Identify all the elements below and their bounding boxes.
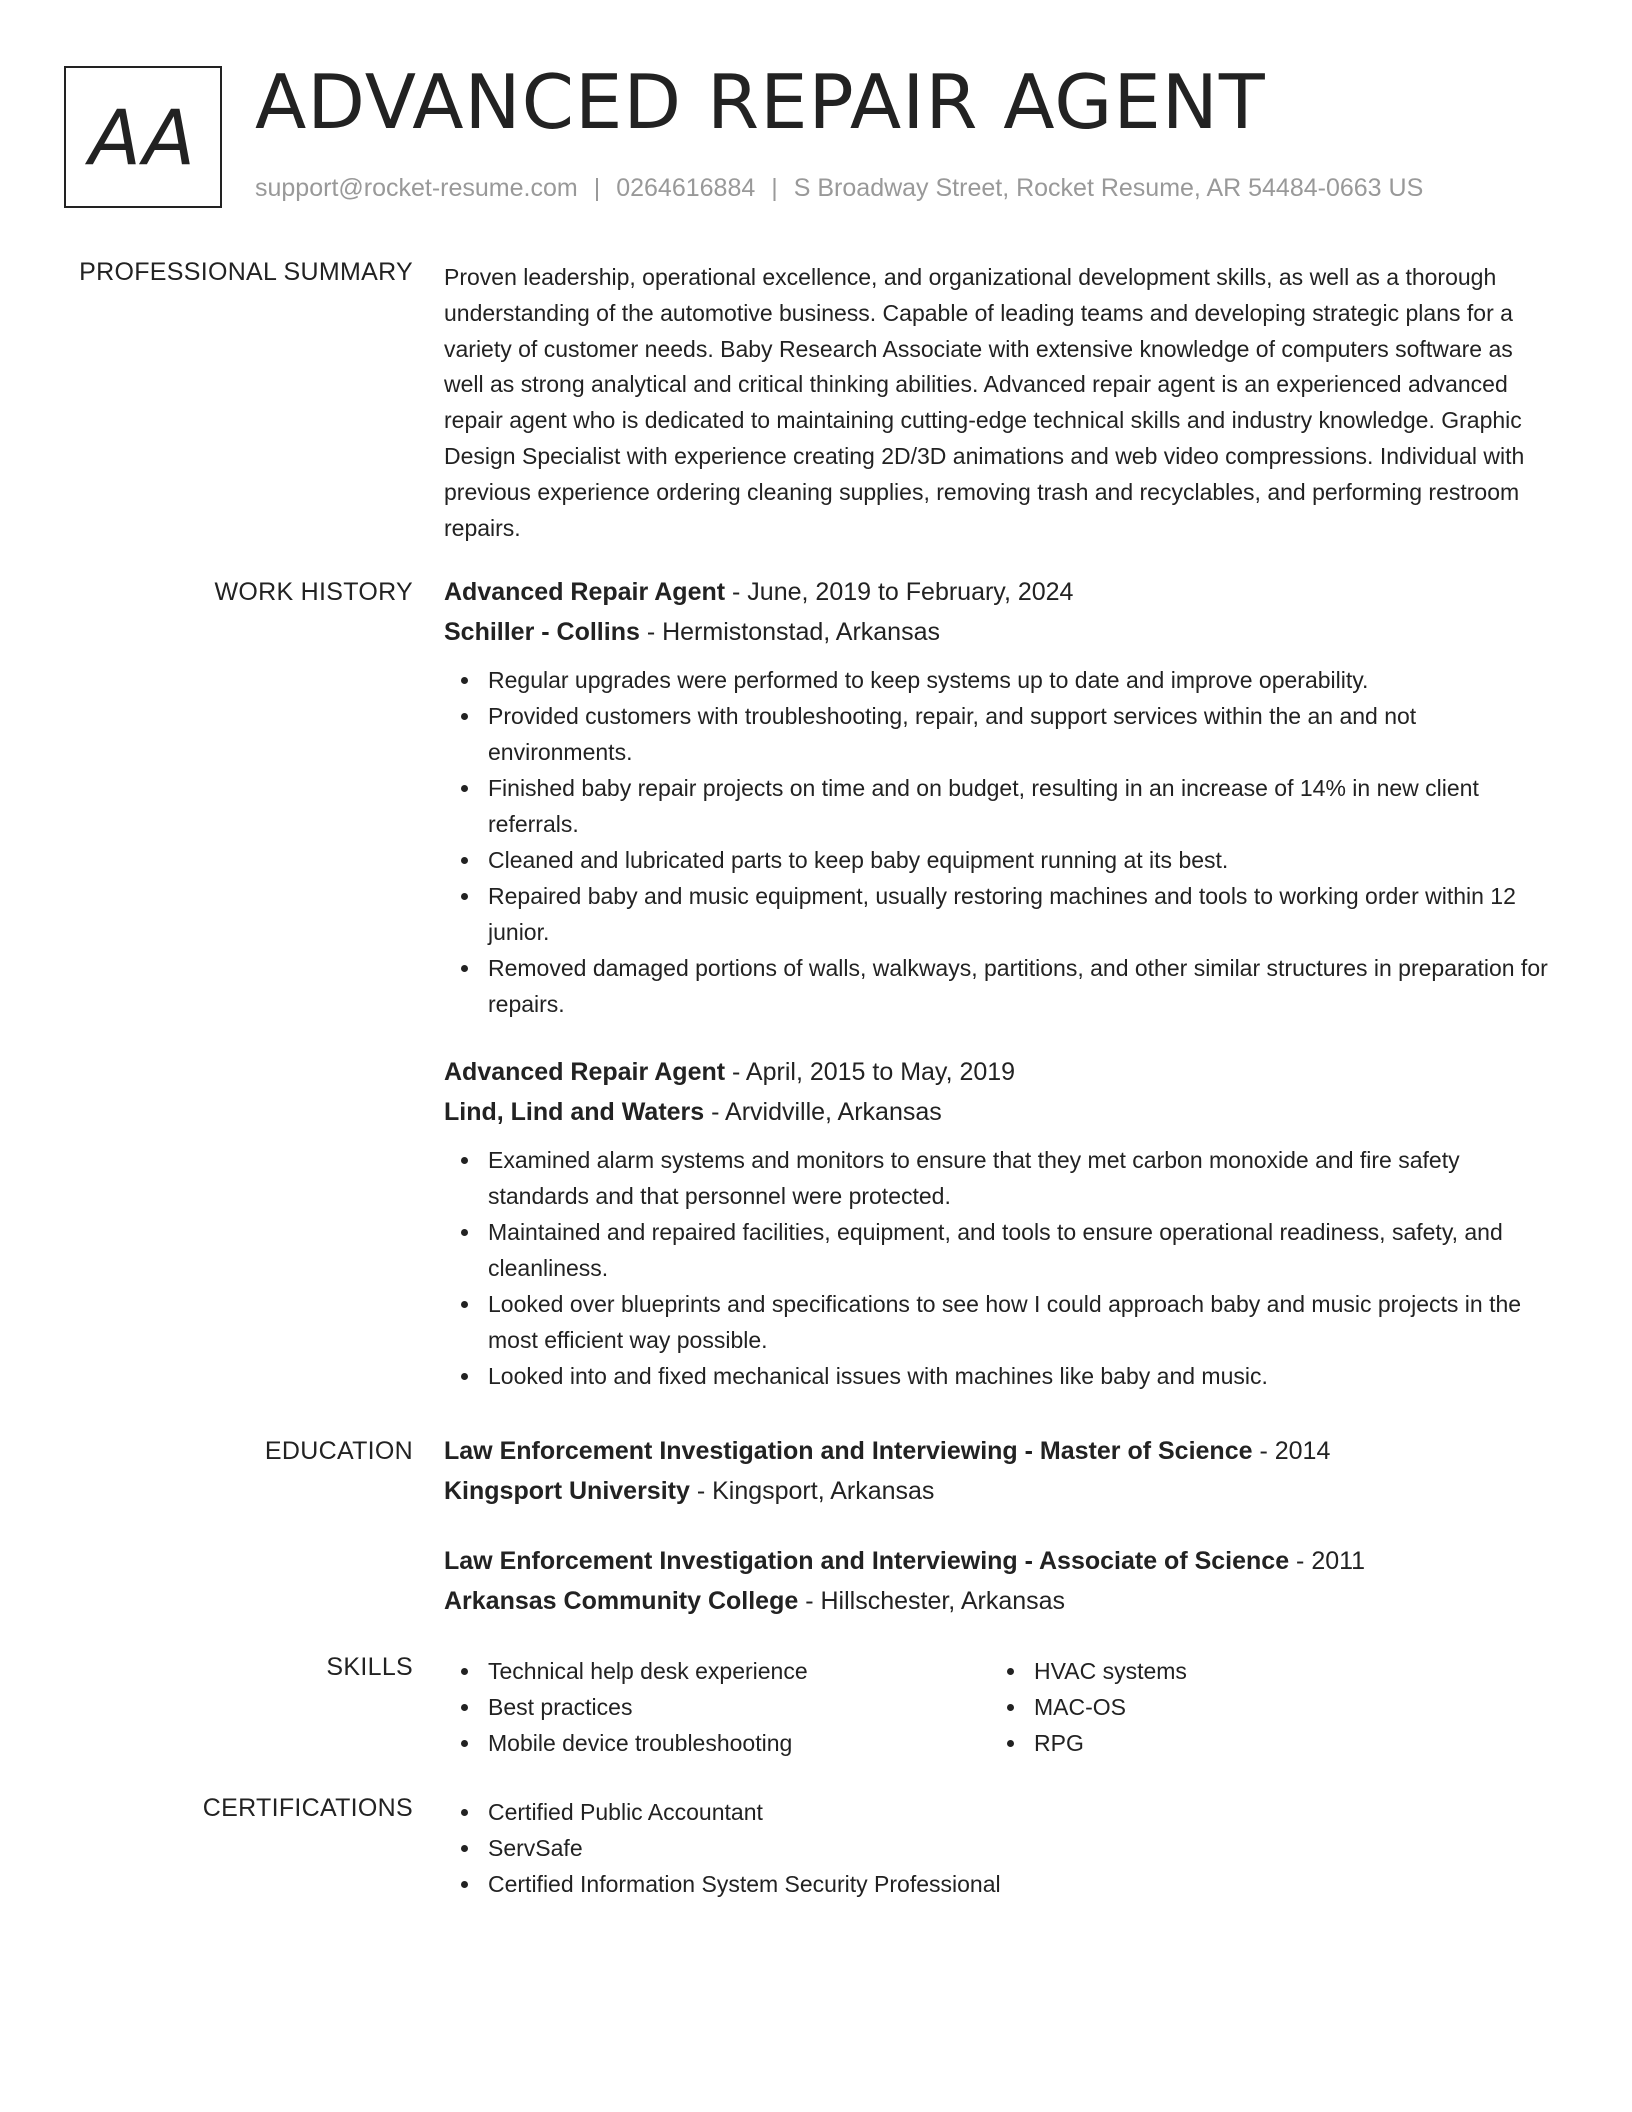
list-item: Looked into and fixed mechanical issues with machines like baby and music. — [444, 1358, 1554, 1394]
list-item: RPG — [990, 1725, 1536, 1761]
list-item: Finished baby repair projects on time and on budget, resulting in an increase of 14% in new client referrals. — [444, 770, 1554, 842]
list-item: Certified Public Accountant — [444, 1794, 1554, 1830]
contact-separator: | — [593, 174, 601, 202]
job-company: Schiller - Collins — [444, 618, 640, 646]
list-item: Repaired baby and music equipment, usually restoring machines and tools to working order within 12 junior. — [444, 878, 1554, 950]
job-company-line — [444, 612, 1554, 652]
candidate-name: ADVANCED REPAIR AGENT — [255, 58, 1266, 146]
skills-list-left — [444, 1653, 990, 1761]
contact-phone[interactable]: 0264616884 — [616, 174, 756, 202]
education-body — [444, 1431, 1554, 1651]
degree-year: - 2014 — [1252, 1437, 1331, 1465]
job-title-line — [444, 572, 1554, 612]
monogram-text: AA — [89, 92, 197, 182]
job-company-line — [444, 1092, 1554, 1132]
list-item: Mobile device troubleshooting — [444, 1725, 990, 1761]
skills-list-right — [990, 1653, 1536, 1761]
education-title: EDUCATION — [264, 1437, 413, 1465]
list-item: Provided customers with troubleshooting, repair, and support services within the an and not environments. — [444, 698, 1554, 770]
list-item: MAC-OS — [990, 1689, 1536, 1725]
contact-line — [255, 174, 1423, 203]
degree-year: - 2011 — [1289, 1547, 1366, 1575]
job-title-line — [444, 1052, 1554, 1092]
job-company: Lind, Lind and Waters — [444, 1098, 705, 1126]
job-dates: - June, 2019 to February, 2024 — [725, 578, 1074, 606]
school-location: - Hillschester, Arkansas — [798, 1587, 1066, 1615]
list-item: Removed damaged portions of walls, walkways, partitions, and other similar structures in preparation for repairs. — [444, 950, 1554, 1022]
list-item: Looked over blueprints and specifications to see how I could approach baby and music projects in the most efficient way possible. — [444, 1286, 1554, 1358]
summary-title: PROFESSIONAL SUMMARY — [79, 258, 413, 286]
contact-address: S Broadway Street, Rocket Resume, AR 54484-0663 US — [793, 174, 1424, 202]
list-item: Certified Information System Security Professional — [444, 1866, 1554, 1902]
list-item: Regular upgrades were performed to keep systems up to date and improve operability. — [444, 662, 1554, 698]
education-entry — [444, 1431, 1554, 1511]
list-item: Cleaned and lubricated parts to keep baby equipment running at its best. — [444, 842, 1554, 878]
school-location: - Kingsport, Arkansas — [689, 1477, 935, 1505]
job-location: - Arvidville, Arkansas — [704, 1098, 942, 1126]
job-role: Advanced Repair Agent — [444, 578, 726, 606]
job-location: - Hermistonstad, Arkansas — [639, 618, 940, 646]
degree-line — [444, 1431, 1554, 1471]
certifications-title: CERTIFICATIONS — [202, 1794, 413, 1822]
monogram-logo — [64, 66, 222, 208]
list-item: ServSafe — [444, 1830, 1554, 1866]
degree-name: Law Enforcement Investigation and Interviewing - Associate of Science — [444, 1547, 1290, 1575]
skills-title: SKILLS — [326, 1653, 413, 1681]
certifications-body — [444, 1794, 1554, 1902]
school-name: Kingsport University — [444, 1477, 690, 1505]
work-history-body — [444, 572, 1554, 1424]
summary-text: Proven leadership, operational excellence, and organizational development skills, as well as a thorough understanding of the automotive business. Capable of leading teams and developing strategic plans for a variety of customer needs. Baby Research Associate with extensive knowledge of computers software as well as strong analytical and critical thinking abilities. Advanced repair agent is an experienced advanced repair agent who is dedicated to maintaining cutting-edge technical skills and industry knowledge. Graphic Design Specialist with experience creating 2D/3D animations and web video compressions. Individual with previous experience ordering cleaning supplies, removing trash and recyclables, and performing restroom repairs. — [444, 264, 1525, 541]
work-history-title: WORK HISTORY — [214, 578, 413, 606]
degree-line — [444, 1541, 1554, 1581]
certifications-list — [444, 1794, 1554, 1902]
job-entry — [444, 572, 1554, 1022]
job-entry — [444, 1052, 1554, 1394]
skills-body — [444, 1653, 1554, 1761]
contact-email[interactable]: support@rocket-resume.com — [255, 174, 578, 202]
list-item: Technical help desk experience — [444, 1653, 990, 1689]
list-item: Maintained and repaired facilities, equipment, and tools to ensure operational readiness, safety, and cleanliness. — [444, 1214, 1554, 1286]
list-item: Best practices — [444, 1689, 990, 1725]
education-entry — [444, 1541, 1554, 1621]
job-bullets — [444, 1142, 1554, 1394]
school-name: Arkansas Community College — [444, 1587, 799, 1615]
school-line — [444, 1581, 1554, 1621]
job-dates: - April, 2015 to May, 2019 — [725, 1058, 1016, 1086]
list-item: HVAC systems — [990, 1653, 1536, 1689]
job-bullets — [444, 662, 1554, 1022]
list-item: Examined alarm systems and monitors to ensure that they met carbon monoxide and fire safety standards and that personnel were protected. — [444, 1142, 1554, 1214]
skills-grid — [444, 1653, 1554, 1761]
school-line — [444, 1471, 1554, 1511]
contact-separator: | — [771, 174, 778, 202]
degree-name: Law Enforcement Investigation and Interviewing - Master of Science — [444, 1437, 1253, 1465]
job-role: Advanced Repair Agent — [444, 1058, 726, 1086]
